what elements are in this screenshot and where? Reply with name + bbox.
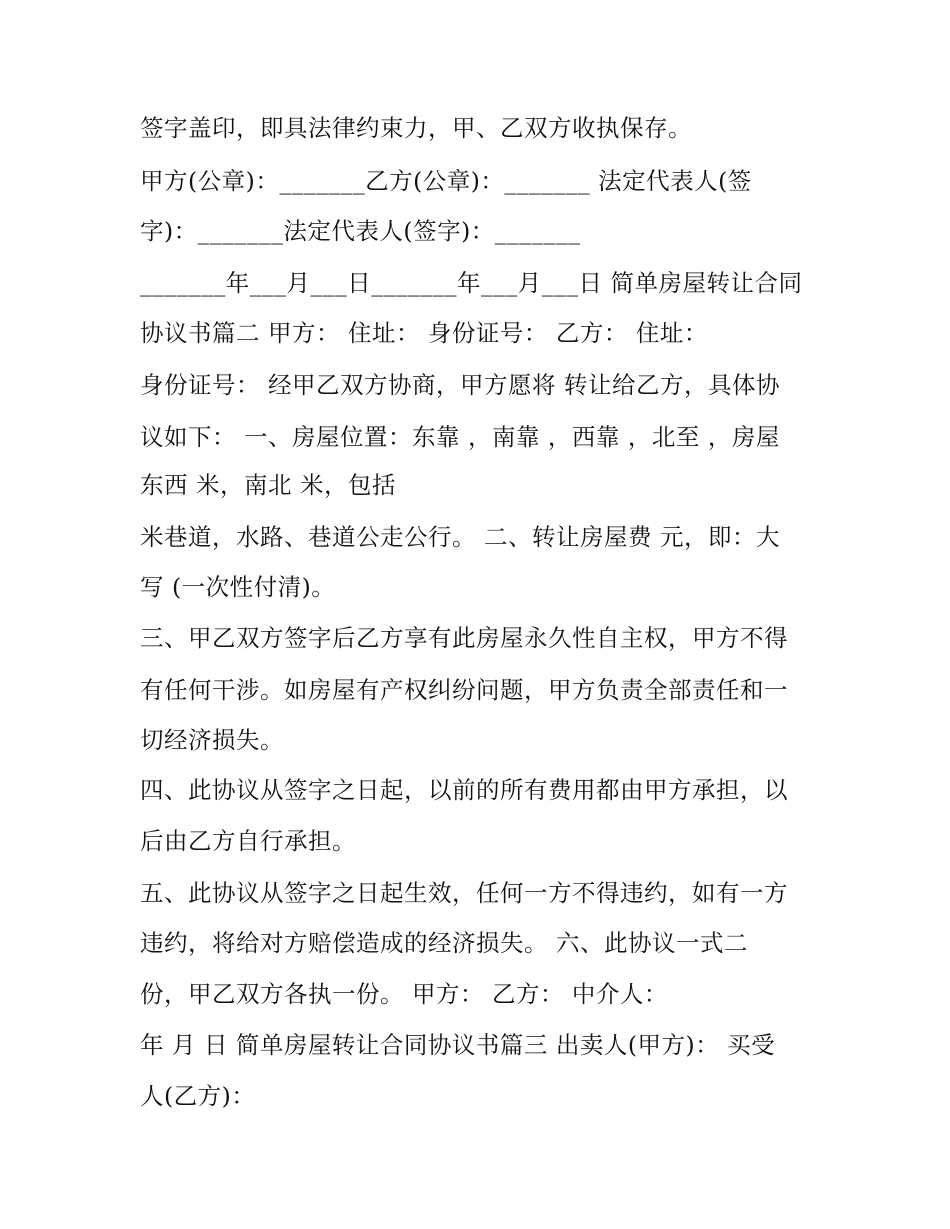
text-line: 米巷道，水路、巷道公走公行。 二、转让房屋费 元，即：大 <box>140 523 780 551</box>
text-line: _______年___月___日_______年___月___日 简单房屋转让合同 <box>140 269 803 297</box>
text-line: 违约，将给对方赔偿造成的经济损失。 六、此协议一式二 <box>140 929 748 957</box>
text-line: 五、此协议从签字之日起生效，任何一方不得违约，如有一方 <box>140 879 788 907</box>
text-line: 切经济损失。 <box>140 726 284 754</box>
text-line: 议如下： 一、房屋位置：东靠 ，南靠 ，西靠 ，北至 ，房屋 <box>140 423 780 451</box>
text-line: 人(乙方)： <box>140 1082 256 1110</box>
text-line: 三、甲乙双方签字后乙方享有此房屋永久性自主权，甲方不得 <box>140 624 788 652</box>
text-line: 四、此协议从签字之日起，以前的所有费用都由甲方承担，以 <box>140 776 788 804</box>
text-line: 字)：_______法定代表人(签字)：_______ <box>140 217 581 245</box>
text-line: 份，甲乙双方各执一份。 甲方： 乙方： 中介人： <box>140 980 668 1008</box>
text-line: 年 月 日 简单房屋转让合同协议书篇三 出卖人(甲方)： 买受 <box>140 1031 776 1059</box>
text-line: 东西 米，南北 米，包括 <box>140 471 396 499</box>
text-line: 甲方(公章)：_______乙方(公章)：_______ 法定代表人(签 <box>140 167 752 195</box>
text-line: 签字盖印，即具法律约束力，甲、乙双方收执保存。 <box>140 114 692 142</box>
text-line: 协议书篇二 甲方： 住址： 身份证号： 乙方： 住址： <box>140 319 708 347</box>
text-line: 后由乙方自行承担。 <box>140 827 356 855</box>
text-line: 身份证号： 经甲乙双方协商，甲方愿将 转让给乙方，具体协 <box>140 371 780 399</box>
text-line: 写 (一次性付清)。 <box>140 573 336 601</box>
text-line: 有任何干涉。如房屋有产权纠纷问题，甲方负责全部责任和一 <box>140 676 788 704</box>
